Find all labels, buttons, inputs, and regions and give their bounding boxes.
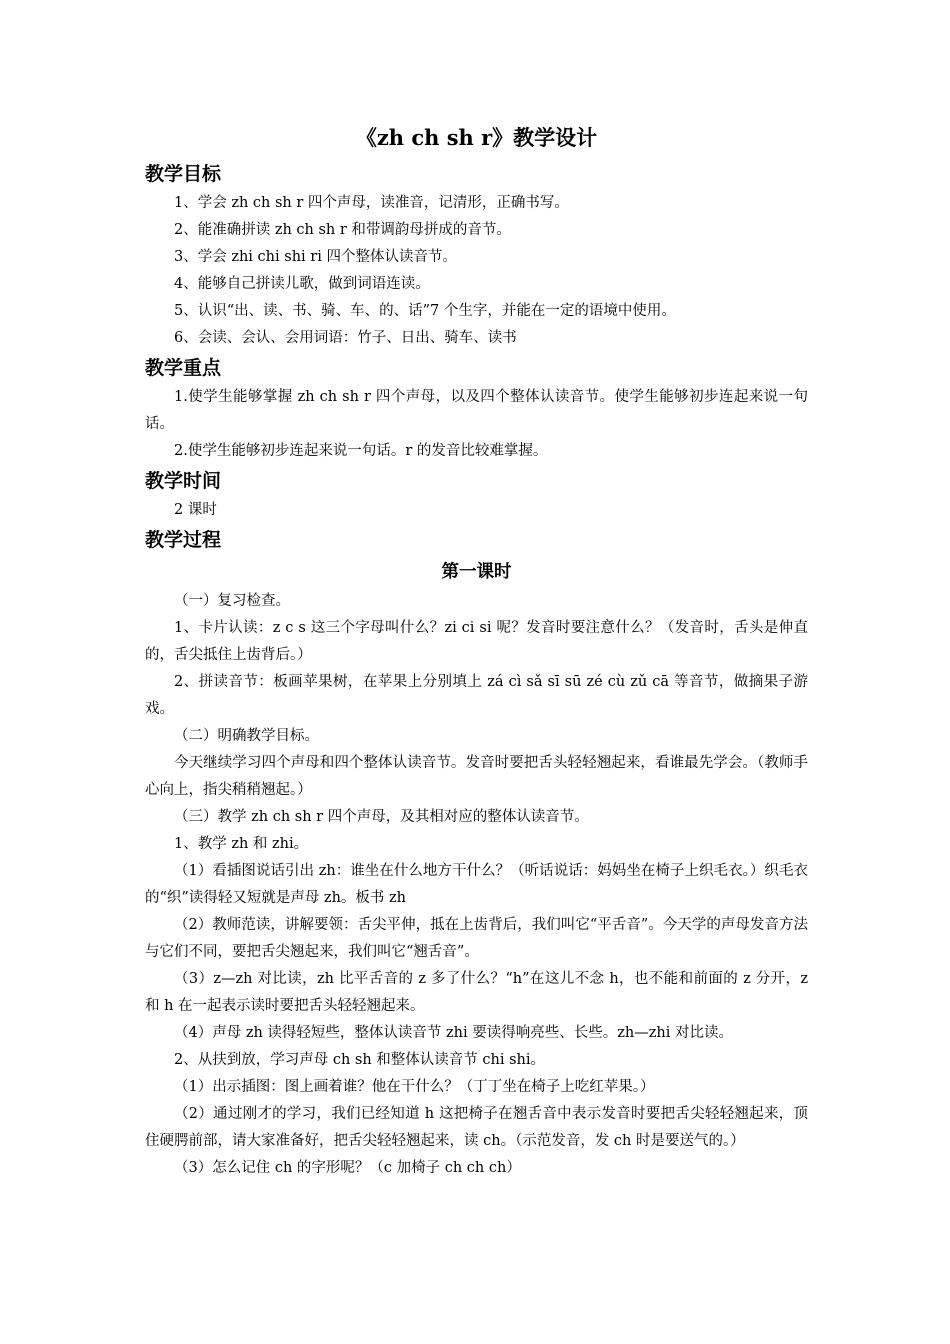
heading-teaching-goals: 教学目标 [145,163,222,185]
key-point-item: 2.使学生能够初步连起来说一句话。r 的发音比较难掌握。 [174,443,548,459]
process-item: 1、教学 zh 和 zhi。 [174,836,309,852]
subheading-first-lesson: 第一课时 [441,562,512,582]
process-item: （一）复习检查。 [174,593,290,609]
process-item: 1、卡片认读：z c s 这三个字母叫什么？zi ci si 呢？发音时要注意什么？（发音时，舌头是伸直的，舌尖抵住上齿背后。） [145,620,808,663]
process-item: （2）通过刚才的学习，我们已经知道 h 这把椅子在翘舌音中表示发音时要把舌尖轻轻翘起来，顶住硬腭前部，请大家准备好，把舌尖轻轻翘起来，读 ch。（示范发音，发 ch 时是要送气的。） [145,1106,808,1149]
heading-teaching-time: 教学时间 [145,470,222,492]
goal-item: 2、能准确拼读 zh ch sh r 和带调韵母拼成的音节。 [174,222,511,238]
heading-key-points: 教学重点 [145,357,222,379]
time-item: 2 课时 [174,502,217,518]
process-item: （二）明确教学目标。 [174,728,319,744]
process-item: （1）看插图说话引出 zh：谁坐在什么地方干什么？（听话说话：妈妈坐在椅子上织毛衣。）织毛衣的“织”读得轻又短就是声母 zh。板书 zh [145,863,808,906]
process-item: （三）教学 zh ch sh r 四个声母，及其相对应的整体认读音节。 [174,809,589,825]
process-item: 今天继续学习四个声母和四个整体认读音节。发音时要把舌头轻轻翘起来，看谁最先学会。（教师手心向上，指尖稍稍翘起。） [145,755,808,798]
goal-item: 4、能够自己拼读儿歌，做到词语连读。 [174,276,430,292]
process-item: （2）教师范读，讲解要领：舌尖平伸，抵在上齿背后，我们叫它“平舌音”。今天学的声母发音方法与它们不同，要把舌尖翘起来，我们叫它“翘舌音”。 [145,917,808,960]
goal-item: 5、认识“出、读、书、骑、车、的、话”7 个生字，并能在一定的语境中使用。 [174,303,676,319]
goal-item: 6、会读、会认、会用词语：竹子、日出、骑车、读书 [174,330,517,346]
heading-teaching-process: 教学过程 [145,529,222,551]
process-item: （3）z—zh 对比读，zh 比平舌音的 z 多了什么？“h”在这儿不念 h，也不能和前面的 z 分开，z 和 h 在一起表示读时要把舌头轻轻翘起来。 [145,971,808,1014]
goal-item: 3、学会 zhi chi shi ri 四个整体认读音节。 [174,249,457,265]
process-item: （1）出示插图：图上画着谁？他在干什么？（丁丁坐在椅子上吃红苹果。） [174,1079,655,1095]
key-point-item: 1.使学生能够掌握 zh ch sh r 四个声母，以及四个整体认读音节。使学生能够初步连起来说一句话。 [145,389,808,432]
process-item: 2、拼读音节：板画苹果树，在苹果上分别填上 zá cì sǎ sī sū zé cù zǔ cā 等音节，做摘果子游戏。 [145,674,808,717]
process-item: （3）怎么记住 ch 的字形呢？（c 加椅子 ch ch ch） [174,1160,521,1176]
process-item: 2、从扶到放，学习声母 ch sh 和整体认读音节 chi shi。 [174,1052,546,1068]
document-title: 《zh ch sh r》教学设计 [355,125,598,150]
process-item: （4）声母 zh 读得轻短些，整体认读音节 zhi 要读得响亮些、长些。zh—zhi 对比读。 [174,1025,733,1041]
document-page [145,118,808,1182]
goal-item: 1、学会 zh ch sh r 四个声母，读准音，记清形，正确书写。 [174,195,569,211]
